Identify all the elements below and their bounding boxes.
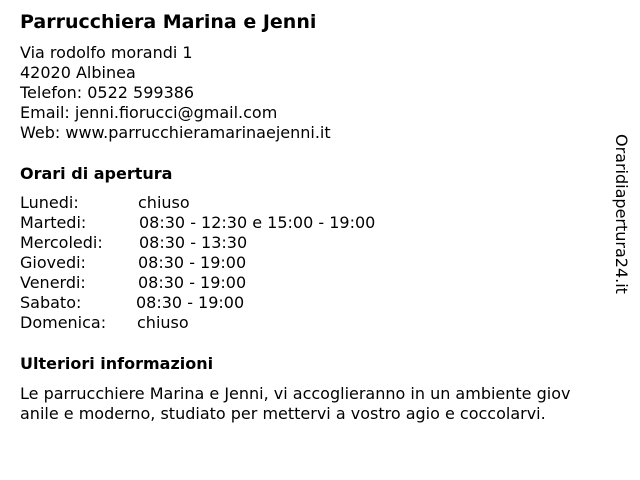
- day-hours: 08:30 - 19:00: [136, 293, 245, 312]
- day-label: Martedi:: [20, 213, 87, 232]
- hours-row-mercoledi: [20, 233, 248, 253]
- day-hours: 08:30 - 12:30 e 15:00 - 19:00: [139, 213, 376, 232]
- hours-row-sabato: [20, 293, 245, 313]
- website: Web: www.parrucchieramarinaejenni.it: [20, 123, 331, 142]
- day-hours: 08:30 - 19:00: [138, 253, 247, 272]
- email: Email: jenni.fiorucci@gmail.com: [20, 103, 278, 122]
- watermark: Oraridiapertura24.it: [612, 134, 631, 294]
- contact-block: [20, 43, 331, 143]
- info-line-1: Le parrucchiere Marina e Jenni, vi accoglieranno in un ambiente giov: [20, 384, 571, 403]
- info-heading: Ulteriori informazioni: [20, 354, 214, 373]
- hours-row-lunedi: [20, 193, 190, 213]
- info-text: [20, 384, 620, 424]
- day-label: Lunedi:: [20, 193, 79, 212]
- day-label: Giovedi:: [20, 253, 86, 272]
- phone: Telefon: 0522 599386: [20, 83, 195, 102]
- hours-row-giovedi: [20, 253, 247, 273]
- postal-city: 42020 Albinea: [20, 63, 136, 82]
- hours-row-domenica: [20, 313, 189, 333]
- hours-row-venerdi: [20, 273, 247, 293]
- hours-heading: Orari di apertura: [20, 164, 173, 183]
- day-hours: chiuso: [138, 193, 190, 212]
- hours-table: [20, 193, 376, 333]
- day-label: Domenica:: [20, 313, 107, 332]
- business-name: Parrucchiera Marina e Jenni: [20, 11, 317, 33]
- day-label: Mercoledi:: [20, 233, 103, 252]
- hours-row-martedi: [20, 213, 376, 233]
- day-hours: 08:30 - 13:30: [139, 233, 248, 252]
- address-line: Via rodolfo morandi 1: [20, 43, 193, 62]
- day-label: Sabato:: [20, 293, 82, 312]
- day-hours: 08:30 - 19:00: [138, 273, 247, 292]
- info-line-2: anile e moderno, studiato per mettervi a vostro agio e coccolarvi.: [20, 404, 546, 423]
- day-hours: chiuso: [137, 313, 189, 332]
- day-label: Venerdi:: [20, 273, 86, 292]
